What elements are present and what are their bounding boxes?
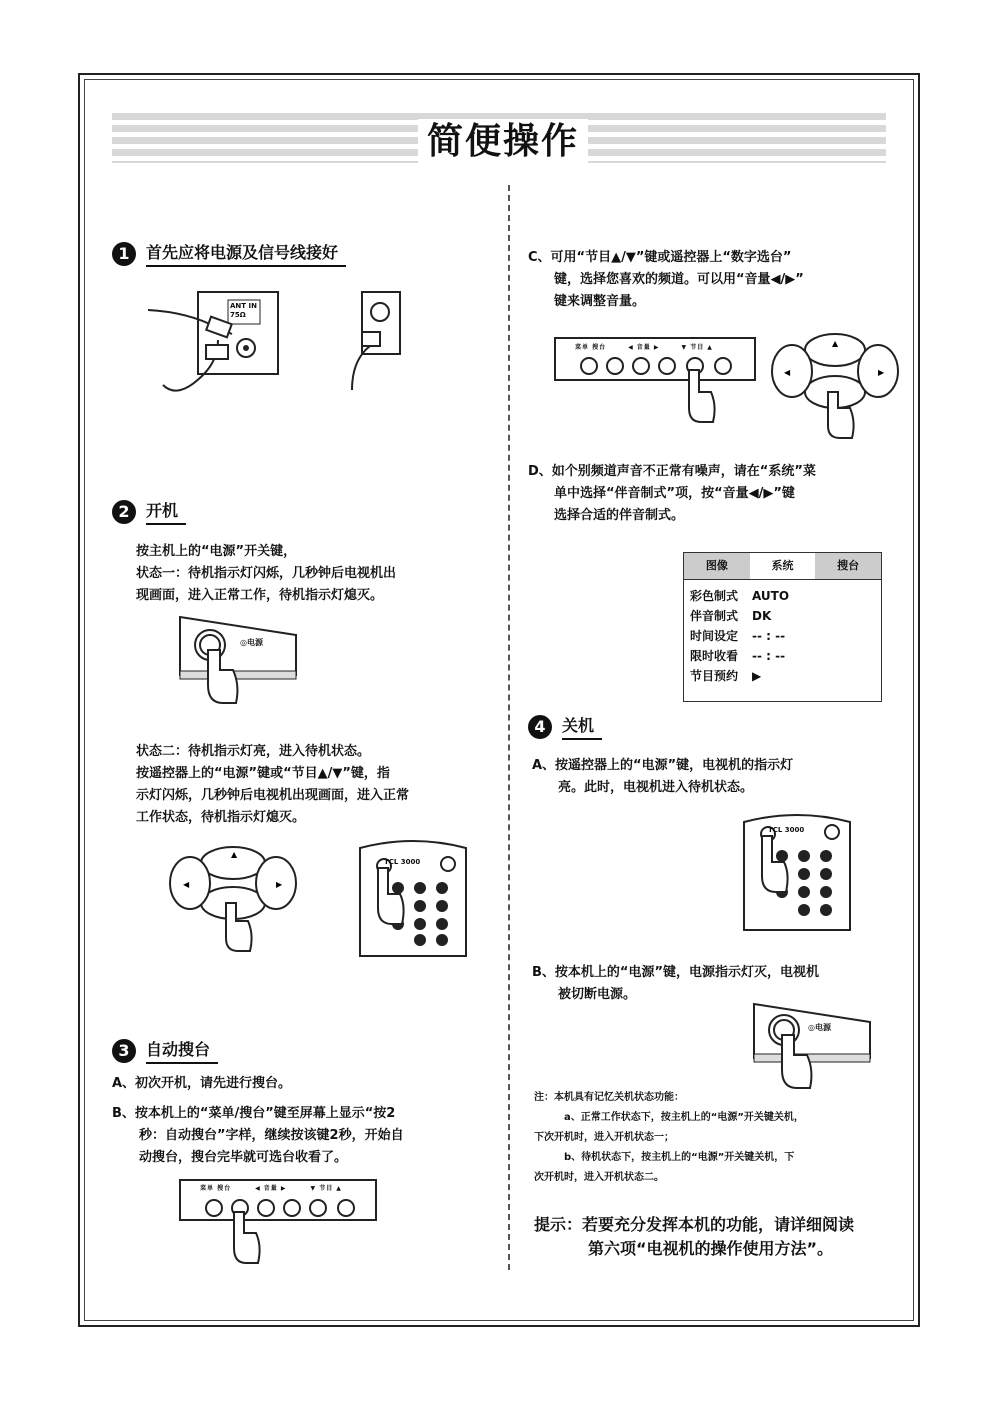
menu-row bbox=[684, 586, 881, 606]
svg-text:▲: ▲ bbox=[231, 850, 238, 859]
text-line: 键来调整音量。 bbox=[554, 294, 646, 309]
text-line: 次开机时，进入开机状态二。 bbox=[534, 1172, 664, 1183]
text-line: 秒：自动搜台”字样，继续按该键2秒，开始自 bbox=[139, 1128, 404, 1143]
menu-row bbox=[684, 666, 881, 686]
menu-row-key: 节目预约 bbox=[690, 669, 739, 683]
svg-text:▶: ▶ bbox=[878, 368, 885, 377]
text-line: b、待机状态下，按主机上的“电源”开关键关机，下 bbox=[564, 1152, 795, 1163]
section-3-step-b bbox=[112, 1103, 404, 1169]
text-line: 亮。此时，电视机进入待机状态。 bbox=[558, 780, 754, 795]
section-4-step-a bbox=[532, 755, 793, 799]
section-2-heading bbox=[112, 498, 186, 525]
remote-illustration-1 bbox=[358, 838, 468, 958]
svg-text:◀: ◀ bbox=[183, 880, 190, 889]
svg-text:▶: ▶ bbox=[276, 880, 283, 889]
svg-text:▲: ▲ bbox=[832, 339, 839, 348]
text-line: D、如个别频道声音不正常有噪声，请在“系统”菜 bbox=[528, 464, 816, 479]
menu-row-value: -- : -- bbox=[752, 649, 786, 663]
menu-row-key: 伴音制式 bbox=[690, 609, 739, 623]
page-title: 简便操作 bbox=[418, 119, 588, 165]
text-line: 单中选择“伴音制式”项，按“音量◀/▶”键 bbox=[554, 486, 795, 501]
remote-1-label: TCL 3000 bbox=[384, 858, 421, 866]
tab-system: 系统 bbox=[750, 553, 816, 579]
text-line: 下次开机时，进入开机状态一； bbox=[534, 1132, 674, 1143]
section-4-number: 4 bbox=[528, 715, 552, 739]
text-line: B、按本机上的“电源”键，电源指示灯灭，电视机 bbox=[532, 965, 819, 980]
power-button-panel-illustration-2 bbox=[752, 1002, 872, 1090]
text-line: B、按本机上的“菜单/搜台”键至屏幕上显示“按2 bbox=[112, 1106, 396, 1121]
text-line: C、可用“节目▲/▼”键或遥控器上“数字选台” bbox=[528, 250, 792, 265]
section-4-heading bbox=[528, 713, 602, 740]
section-2-title: 开机 bbox=[146, 498, 186, 525]
step-d bbox=[528, 461, 816, 527]
panel-label: ▼ 节目 ▲ bbox=[681, 344, 713, 351]
section-4-title: 关机 bbox=[562, 713, 602, 740]
step-c bbox=[528, 247, 804, 313]
dpad-illustration-1 bbox=[168, 843, 298, 953]
section-1-number: 1 bbox=[112, 242, 136, 266]
section-1-title: 首先应将电源及信号线接好 bbox=[146, 240, 346, 267]
system-menu-screen bbox=[683, 552, 882, 702]
menu-row-value: ▶ bbox=[752, 669, 762, 683]
menu-row-value: -- : -- bbox=[752, 629, 786, 643]
menu-tabs bbox=[684, 553, 881, 580]
panel-label: 菜单 搜台 bbox=[200, 1185, 232, 1192]
power-label-2: ◎电源 bbox=[808, 1023, 831, 1032]
menu-row bbox=[684, 606, 881, 626]
ant-ohm-text: 75Ω bbox=[230, 311, 246, 319]
memory-note bbox=[534, 1088, 804, 1188]
menu-row-key: 时间设定 bbox=[690, 629, 739, 643]
section-3-step-a: A、初次开机，请先进行搜台。 bbox=[112, 1076, 292, 1091]
section-2-paragraph-1 bbox=[136, 541, 396, 607]
remote-2-label: TCL 3000 bbox=[768, 826, 805, 834]
text-line: 按遥控器上的“电源”键或“节目▲/▼”键，指 bbox=[136, 766, 390, 781]
menu-row-value: DK bbox=[752, 609, 772, 623]
section-2-paragraph-2 bbox=[136, 741, 409, 829]
section-3-heading bbox=[112, 1037, 218, 1064]
text-line: 注：本机具有记忆关机状态功能： bbox=[534, 1092, 684, 1103]
svg-text:◀: ◀ bbox=[784, 368, 791, 377]
panel-label: ◀ 音量 ▶ bbox=[628, 344, 660, 351]
menu-row-value: AUTO bbox=[752, 589, 790, 603]
text-line: 提示：若要充分发挥本机的功能，请详细阅读 bbox=[534, 1215, 855, 1234]
text-line: 现画面，进入正常工作，待机指示灯熄灭。 bbox=[136, 588, 384, 603]
panel-label: ◀ 音量 ▶ bbox=[255, 1185, 287, 1192]
text-line: 状态一：待机指示灯闪烁，几秒钟后电视机出 bbox=[136, 566, 397, 581]
text-line: 键，选择您喜欢的频道。可以用“音量◀/▶” bbox=[554, 272, 804, 287]
panel-label: ▼ 节目 ▲ bbox=[310, 1185, 342, 1192]
text-line: 动搜台，搜台完毕就可选台收看了。 bbox=[139, 1150, 348, 1165]
section-1-heading bbox=[112, 240, 346, 267]
section-2-number: 2 bbox=[112, 500, 136, 524]
section-3-title: 自动搜台 bbox=[146, 1037, 218, 1064]
menu-row-key: 限时收看 bbox=[690, 649, 739, 663]
antenna-connection-illustration bbox=[148, 290, 298, 400]
text-line: 第六项“电视机的操作使用方法”。 bbox=[588, 1239, 834, 1258]
panel-label: 菜单 搜台 bbox=[575, 344, 607, 351]
text-line: 选择合适的伴音制式。 bbox=[554, 508, 685, 523]
tab-search: 搜台 bbox=[815, 553, 881, 579]
ant-in-text: ANT IN bbox=[230, 302, 257, 310]
section-4-step-b bbox=[532, 962, 819, 1006]
menu-row bbox=[684, 626, 881, 646]
menu-rows bbox=[684, 580, 881, 686]
text-line: 工作状态，待机指示灯熄灭。 bbox=[136, 810, 306, 825]
text-line: 被切断电源。 bbox=[558, 987, 637, 1002]
power-label: ◎电源 bbox=[240, 638, 263, 647]
dpad-illustration-2 bbox=[770, 330, 900, 440]
menu-row-key: 彩色制式 bbox=[690, 589, 739, 603]
column-divider bbox=[508, 185, 510, 1270]
ant-in-label bbox=[230, 302, 257, 320]
tab-image: 图像 bbox=[684, 553, 750, 579]
power-plug-illustration bbox=[340, 290, 410, 395]
power-button-panel-illustration bbox=[178, 615, 298, 705]
text-line: 状态二：待机指示灯亮，进入待机状态。 bbox=[136, 744, 371, 759]
text-line: 按主机上的“电源”开关键， bbox=[136, 544, 297, 559]
text-line: 示灯闪烁，几秒钟后电视机出现画面，进入正常 bbox=[136, 788, 410, 803]
tip-box bbox=[534, 1213, 854, 1261]
front-panel-2-labels bbox=[575, 342, 713, 351]
section-3-number: 3 bbox=[112, 1039, 136, 1063]
text-line: a、正常工作状态下，按主机上的“电源”开关键关机， bbox=[564, 1112, 804, 1123]
text-line: A、按遥控器上的“电源”键，电视机的指示灯 bbox=[532, 758, 794, 773]
front-panel-1-labels bbox=[200, 1183, 342, 1192]
menu-row bbox=[684, 646, 881, 666]
